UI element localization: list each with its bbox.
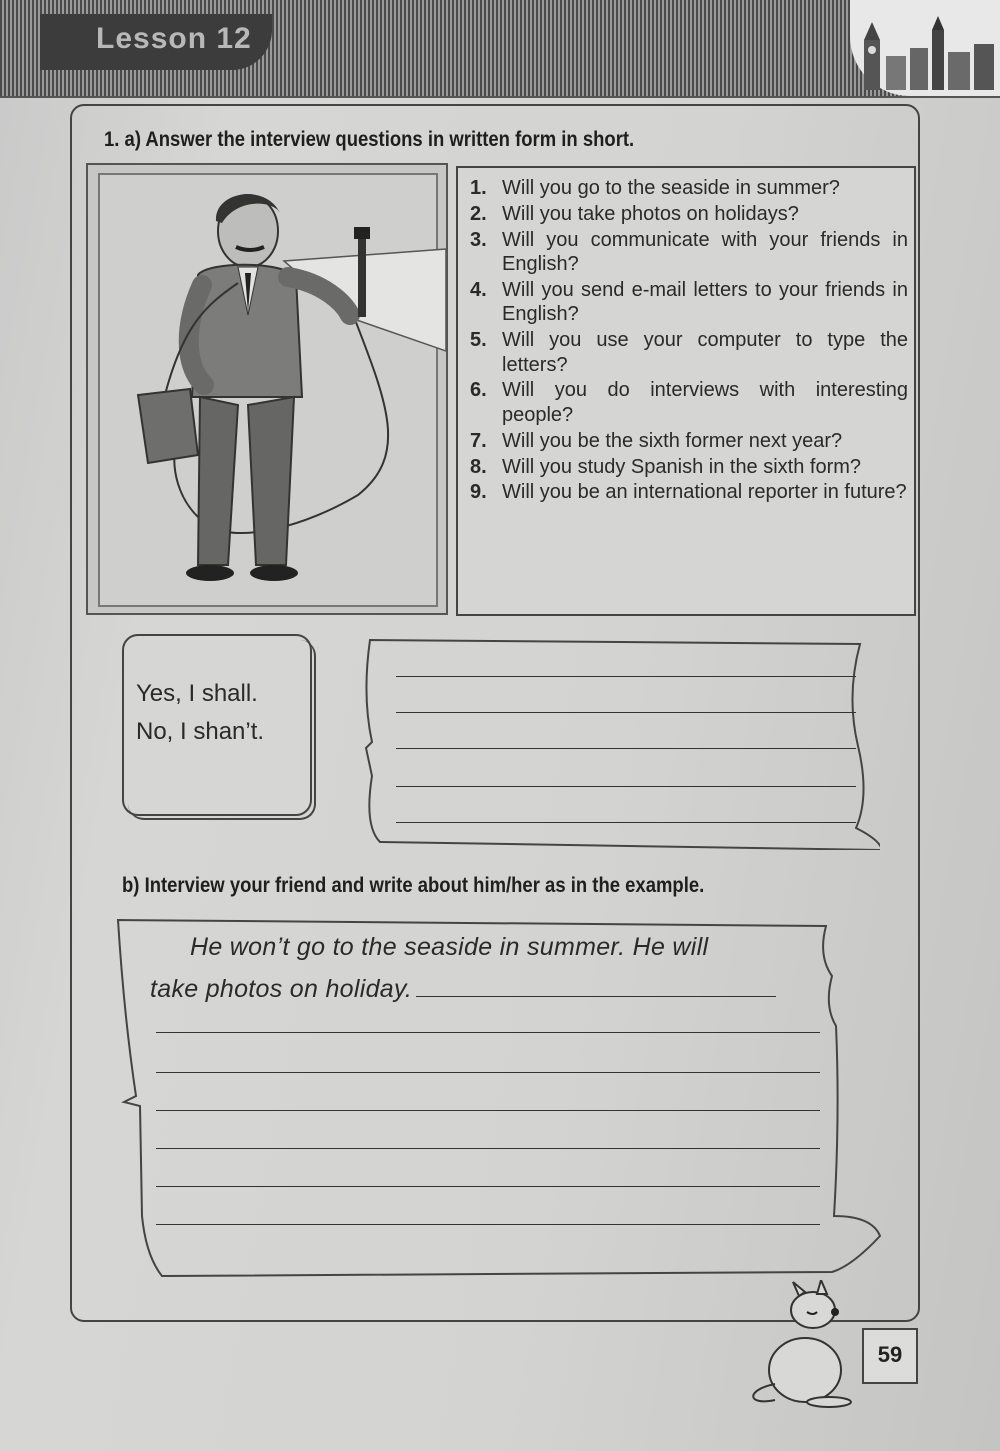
question-item <box>470 202 908 227</box>
answer-writing-area[interactable] <box>360 636 880 850</box>
example-line-2-row <box>150 968 830 1010</box>
answer-line[interactable] <box>396 748 856 749</box>
question-item <box>470 480 908 505</box>
answer-line[interactable] <box>396 712 856 713</box>
answer-line[interactable] <box>396 786 856 787</box>
page-number-box <box>862 1328 918 1384</box>
question-item <box>470 176 908 201</box>
writing-line[interactable] <box>156 1072 820 1073</box>
question-number: 2. <box>470 202 487 225</box>
question-text: Will you study Spanish in the sixth form? <box>502 455 862 478</box>
question-item <box>470 378 908 427</box>
lesson-title: Lesson 12 <box>96 22 252 55</box>
example-line-1: He won’t go to the seaside in summer. He will <box>190 933 709 961</box>
question-number: 8. <box>470 455 487 478</box>
question-item <box>470 228 908 277</box>
writing-line[interactable] <box>156 1224 820 1225</box>
question-number: 9. <box>470 481 487 504</box>
kangaroo-mascot-image <box>745 1280 865 1413</box>
exercise-a-heading: 1. a) Answer the interview questions in written form in short. <box>104 128 635 151</box>
question-text: Will you take photos on holidays? <box>502 202 799 225</box>
question-text: Will you send e-mail letters to your friends in English? <box>502 278 908 326</box>
example-text <box>150 926 830 1010</box>
questions-box <box>456 166 916 616</box>
question-text: Will you communicate with your friends in English? <box>502 228 908 276</box>
example-fill-line[interactable] <box>416 978 776 997</box>
question-number: 1. <box>470 177 487 199</box>
answer-line[interactable] <box>396 676 856 677</box>
question-item <box>470 328 908 377</box>
question-item <box>470 429 908 454</box>
city-skyline-image <box>850 0 1000 96</box>
answer-yes: Yes, I shall. <box>136 680 258 707</box>
question-number: 3. <box>470 228 487 251</box>
question-number: 4. <box>470 278 487 301</box>
interview-writing-area[interactable] <box>112 916 892 1282</box>
answer-line[interactable] <box>396 822 856 823</box>
answer-no: No, I shan’t. <box>136 718 265 745</box>
writing-line[interactable] <box>156 1186 820 1187</box>
writing-line[interactable] <box>156 1032 820 1033</box>
short-answers-card <box>122 634 312 816</box>
question-item <box>470 455 908 480</box>
question-text: Will you be an international reporter in future? <box>502 481 907 504</box>
questions-list <box>470 176 908 506</box>
question-number: 6. <box>470 379 487 402</box>
question-number: 7. <box>470 429 487 452</box>
writing-line[interactable] <box>156 1110 820 1111</box>
question-text: Will you use your computer to type the letters? <box>502 329 908 376</box>
reporter-illustration <box>86 163 448 615</box>
question-text: Will you do interviews with interesting people? <box>502 379 908 426</box>
exercise-b-heading: b) Interview your friend and write about him/her as in the example. <box>122 874 705 897</box>
question-item <box>470 278 908 327</box>
question-number: 5. <box>470 329 487 352</box>
header-band <box>0 0 1000 98</box>
question-text: Will you be the sixth former next year? <box>502 429 843 452</box>
page-number: 59 <box>877 1342 903 1367</box>
question-text: Will you go to the seaside in summer? <box>502 177 840 199</box>
example-line-2: take photos on holiday. <box>150 975 413 1003</box>
writing-line[interactable] <box>156 1148 820 1149</box>
